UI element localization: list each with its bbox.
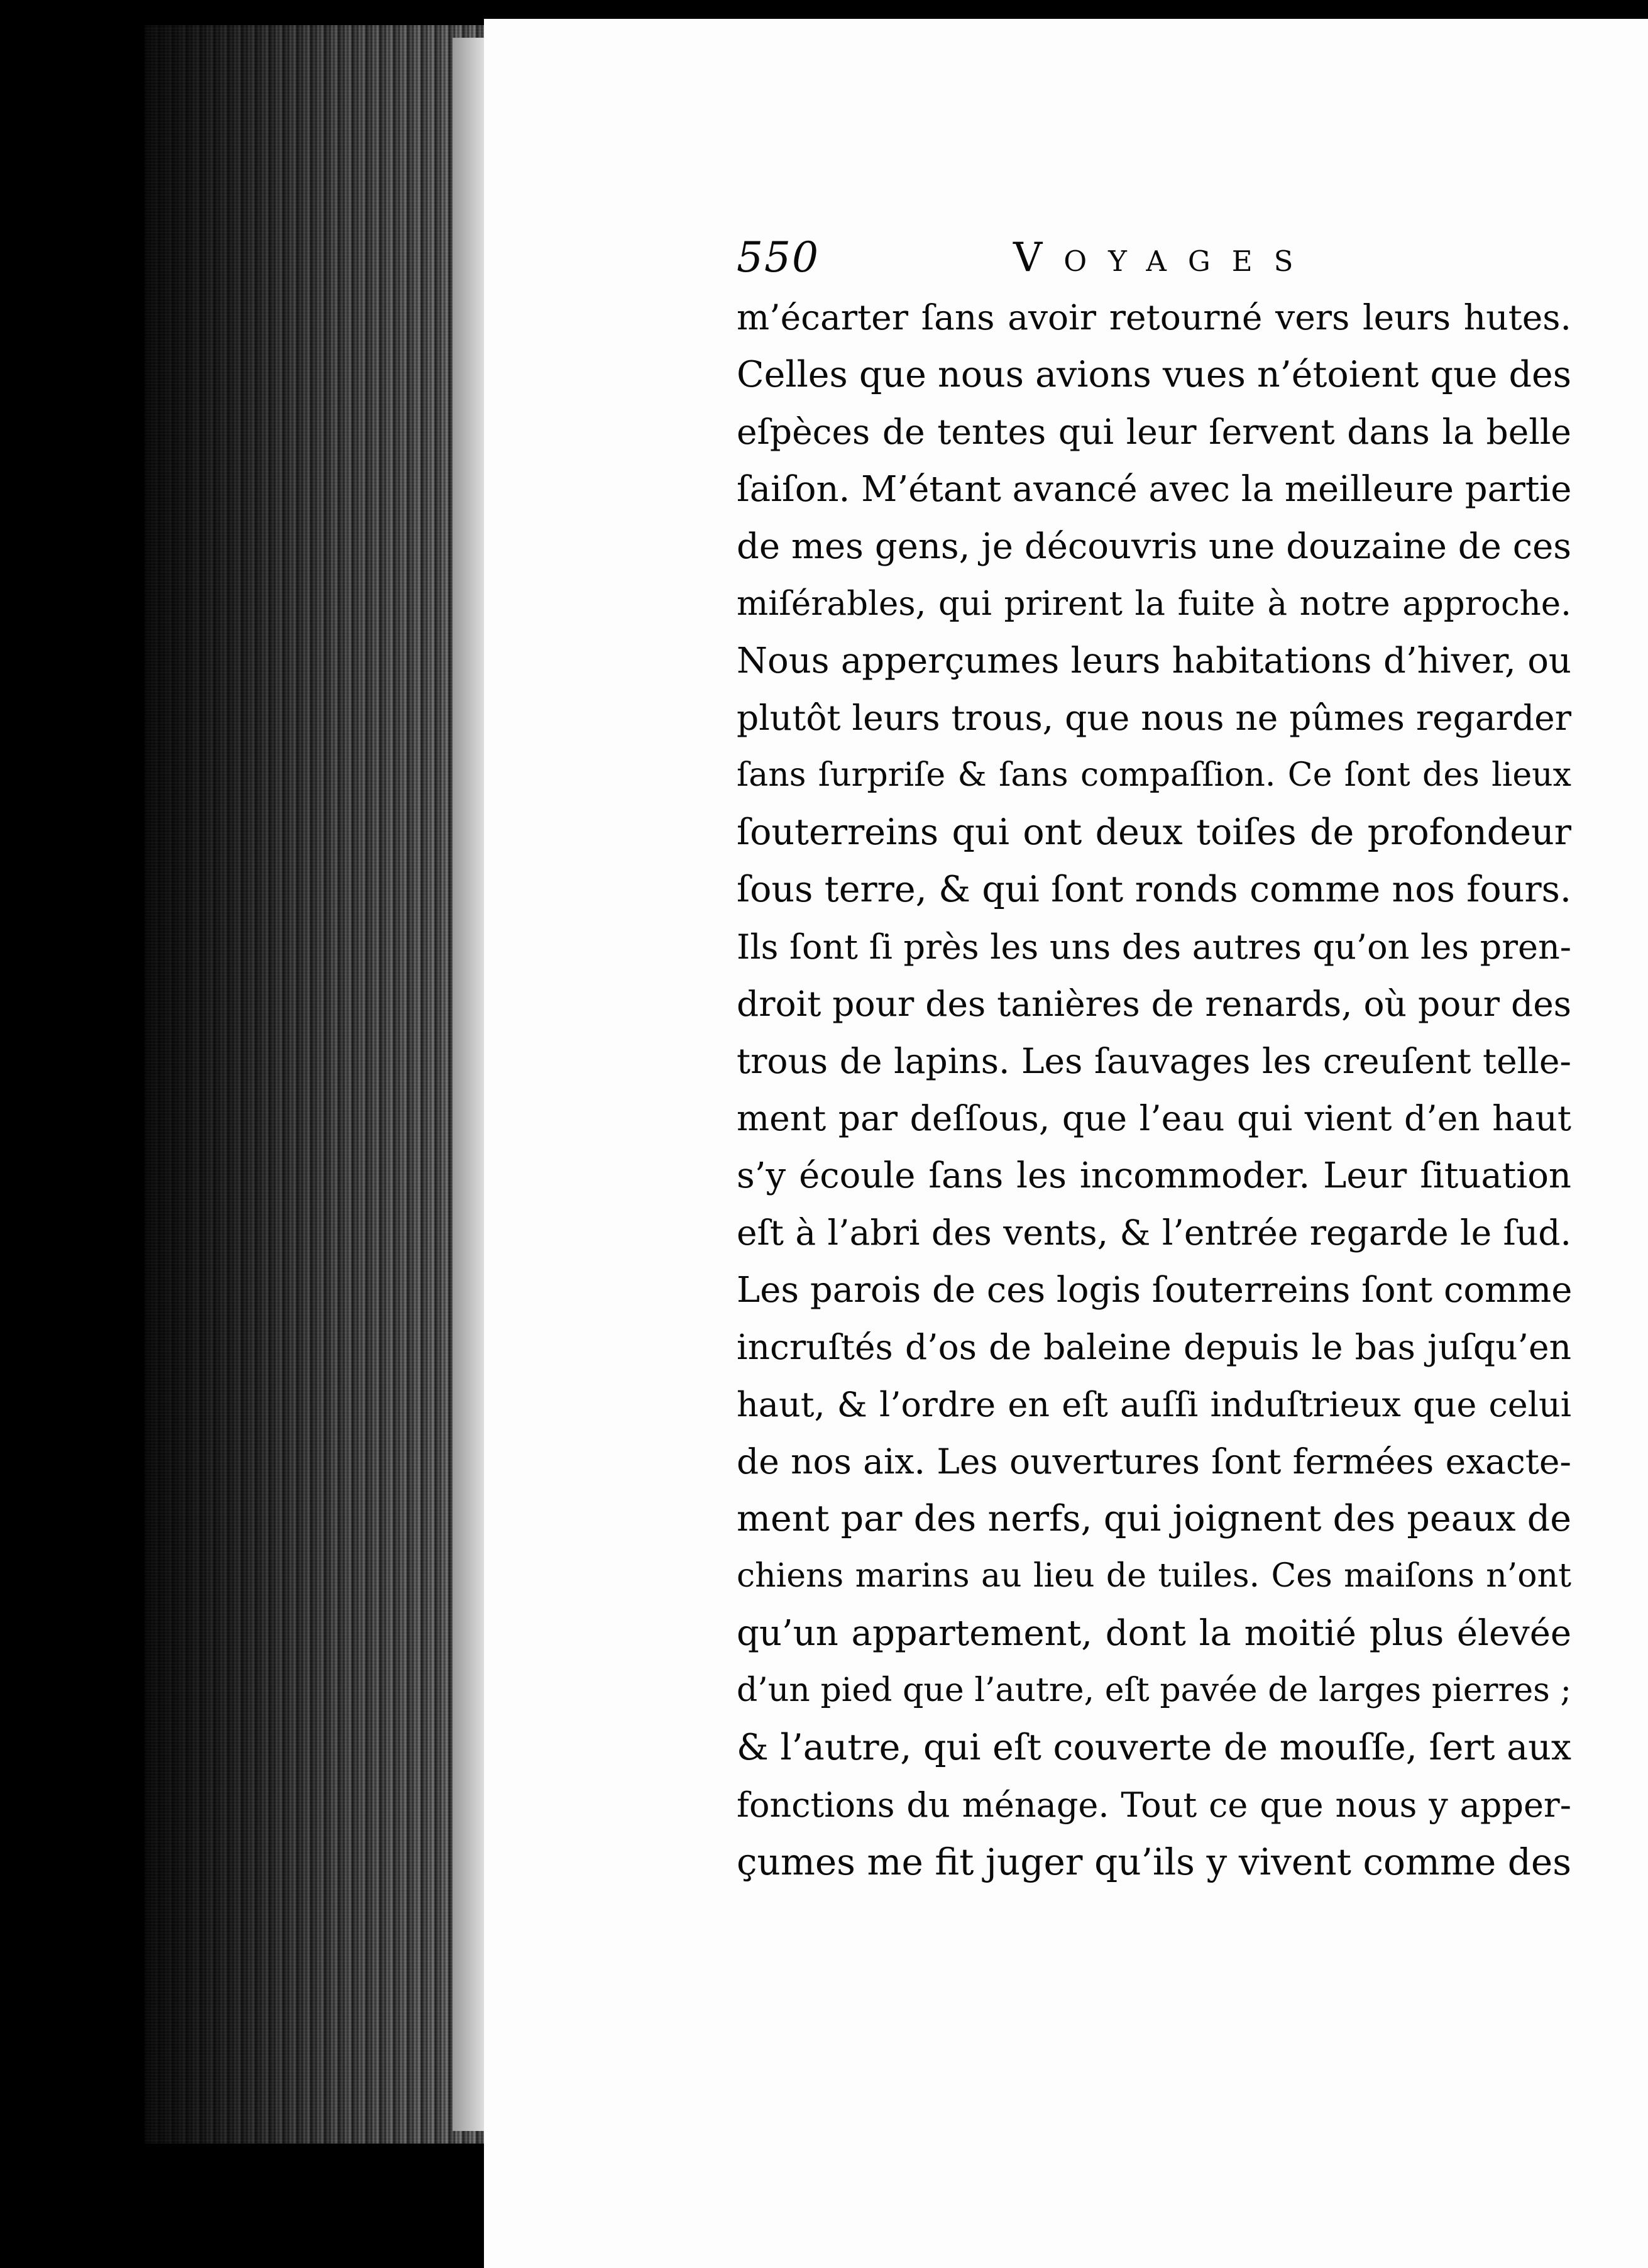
text-block [737, 226, 1617, 1891]
text-line: çumes me fit juger qu’ils y vivent comme des [737, 1841, 1571, 1883]
text-line: chiens marins au lieu de tuiles. Ces maiſons n’ont [737, 1557, 1571, 1595]
text-line: de nos aix. Les ouvertures ſont fermées exacte- [737, 1441, 1571, 1482]
text-line: qu’un appartement, dont la moitié plus élevée [737, 1613, 1571, 1654]
text-line: Ils ſont ſi près les uns des autres qu’on les pren- [737, 927, 1571, 967]
page-number: 550 [737, 233, 820, 282]
text-line: & l’autre, qui eſt couverte de mouſſe, ſert aux [737, 1727, 1571, 1768]
text-line: plutôt leurs trous, que nous ne pûmes regarder [737, 698, 1571, 738]
text-line: miſérables, qui prirent la fuite à notre approche. [737, 585, 1571, 623]
text-line: Nous apperçumes leurs habitations d’hiver, ou [737, 641, 1571, 681]
text-line: ment par deſſous, que l’eau qui vient d’en haut [737, 1098, 1571, 1138]
text-line: ſouterreins qui ont deux toiſes de profondeur [737, 812, 1571, 853]
text-line: eſt à l’abri des vents, & l’entrée regarde le ſud. [737, 1213, 1571, 1253]
text-line: eſpèces de tentes qui leur ſervent dans la belle [737, 412, 1571, 452]
text-line: droit pour des tanières de renards, où pour des [737, 984, 1571, 1024]
text-line: Les parois de ces logis ſouterreins ſont comme [737, 1270, 1573, 1311]
text-line: ment par des nerfs, qui joignent des peaux de [737, 1498, 1571, 1539]
closed-page-edges [145, 25, 484, 2144]
running-title: Voyages [1013, 234, 1315, 281]
body-text [737, 289, 1617, 1891]
text-line: de mes gens, je découvris une douzaine de ces [737, 526, 1571, 567]
running-head [737, 226, 1617, 289]
text-line: Celles que nous avions vues n’étoient que des [737, 354, 1571, 395]
book-page [484, 19, 1648, 2268]
text-line: ſaiſon. M’étant avancé avec la meilleure partie [737, 469, 1572, 510]
text-line: haut, & l’ordre en eſt auſſi induſtrieux que celui [737, 1385, 1571, 1424]
text-line: m’écarter ſans avoir retourné vers leurs hutes. [737, 297, 1571, 338]
text-line: ſous terre, & qui ſont ronds comme nos fours. [737, 869, 1571, 910]
text-line: s’y écoule ſans les incommoder. Leur ſituation [737, 1155, 1571, 1196]
text-line: fonctions du ménage. Tout ce que nous y apper- [737, 1785, 1571, 1825]
text-line: ſans ſurpriſe & ſans compaſſion. Ce ſont des lieux [737, 756, 1571, 794]
text-line: incruſtés d’os de baleine depuis le bas juſqu’en [737, 1327, 1571, 1367]
text-line: d’un pied que l’autre, eſt pavée de larges pierres ; [737, 1671, 1571, 1709]
text-line: trous de lapins. Les ſauvages les creuſent telle- [737, 1041, 1571, 1081]
